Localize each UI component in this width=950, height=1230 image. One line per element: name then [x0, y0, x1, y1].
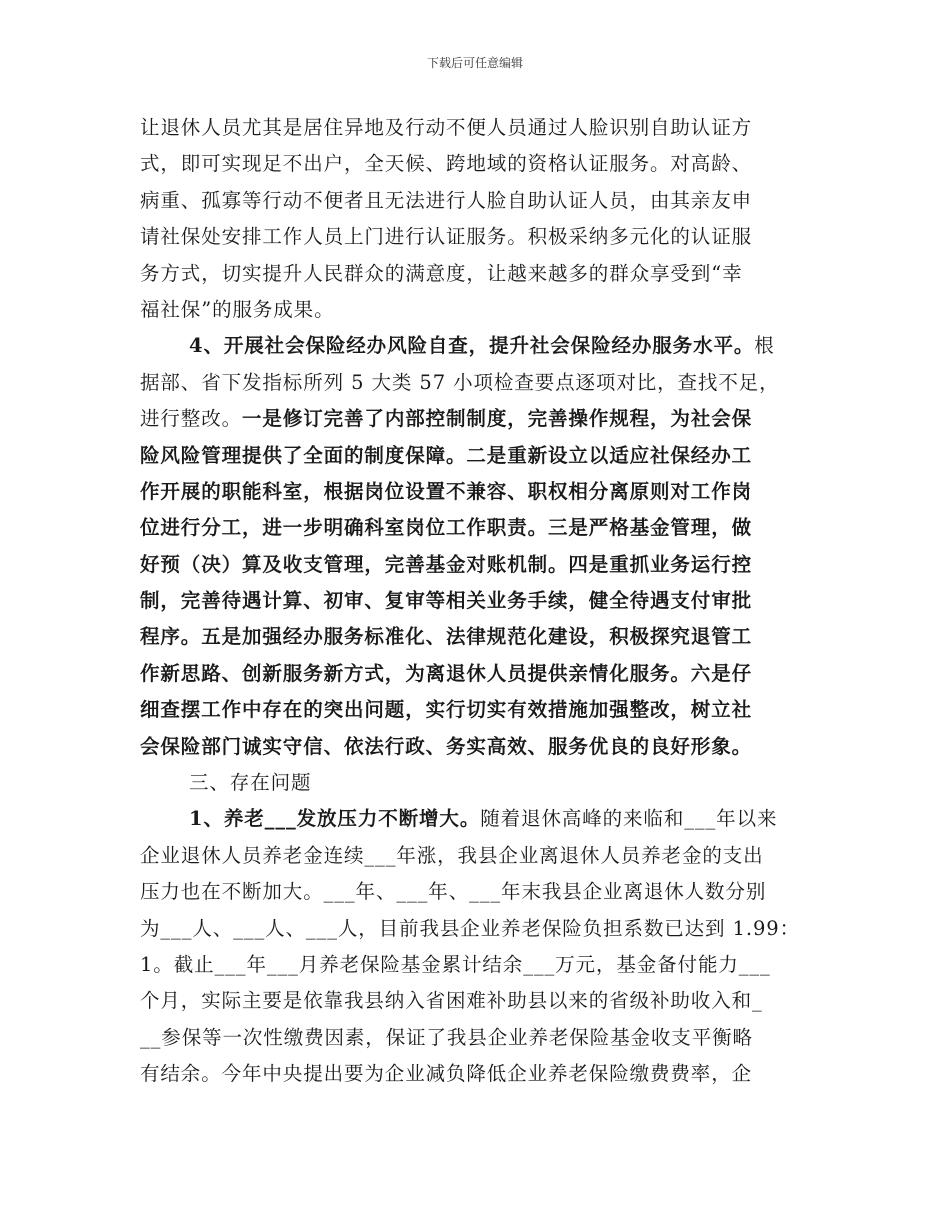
- text-line: [140, 619, 812, 655]
- bold-text-run: 细查摆工作中存在的突出问题，实行切实有效措施加强整改，树立社: [140, 698, 753, 722]
- bold-text-run: 好预（决）算及收支管理，完善基金对账机制。四是重抓业务运行控: [140, 552, 753, 576]
- text-run: 为___人、___人、___人，目前我县企业养老保险负担系数已达到 1.99：: [140, 916, 800, 940]
- text-line: [140, 256, 812, 292]
- text-run: 福社保”的服务成果。: [140, 297, 335, 321]
- text-line: [140, 146, 812, 182]
- bold-text-run: 一是修订完善了内部控制制度，完善操作规程，为社会保: [242, 407, 753, 431]
- text-line: [140, 438, 812, 474]
- text-run: 进行整改。: [140, 407, 243, 431]
- text-run: 有结余。今年中央提出要为企业减负降低企业养老保险缴费费率，企: [140, 1062, 753, 1086]
- text-line: [140, 838, 812, 874]
- text-run: 个月，实际主要是依靠我县纳入省困难补助县以来的省级补助收入和_: [140, 989, 763, 1013]
- text-line: [140, 110, 812, 146]
- bold-text-run: 作开展的职能科室，根据岗位设置不兼容、职权相分离原则对工作岗: [140, 479, 753, 503]
- text-run: 务方式，切实提升人民群众的满意度，让越来越多的群众享受到“幸: [140, 261, 743, 285]
- text-run: 随着退休高峰的来临和___年以来: [480, 807, 778, 831]
- text-line: [140, 983, 812, 1019]
- document-body: [140, 110, 812, 1093]
- text-line: [140, 328, 812, 364]
- text-line: [140, 1056, 812, 1092]
- text-run: 三、存在问题: [189, 771, 312, 795]
- bold-text-run: 位进行分工，进一步明确科室岗位工作职责。三是严格基金管理，做: [140, 516, 753, 540]
- text-run: 企业退休人员养老金连续___年涨，我县企业离退休人员养老金的支出: [140, 843, 764, 867]
- text-run: 让退休人员尤其是居住异地及行动不便人员通过人脸识别自助认证方: [140, 116, 753, 139]
- text-line: [140, 510, 812, 546]
- text-line: [140, 219, 812, 255]
- text-run: 压力也在不断加大。___年、___年、___年末我县企业离退休人数分别: [140, 880, 767, 904]
- text-line: [140, 801, 812, 837]
- text-line: [140, 874, 812, 910]
- text-line: [140, 911, 812, 947]
- text-line: [140, 1020, 812, 1056]
- text-line: [140, 947, 812, 983]
- text-line: [140, 401, 812, 437]
- text-run: __参保等一次性缴费因素，保证了我县企业养老保险基金收支平衡略: [140, 1025, 753, 1049]
- text-run: 根: [754, 334, 775, 358]
- text-run: 病重、孤寡等行动不便者且无法进行人脸自助认证人员，由其亲友申: [140, 188, 753, 212]
- bold-text-run: 4、开展社会保险经办风险自查，提升社会保险经办服务水平。: [189, 334, 755, 358]
- text-run: 式，即可实现足不出户，全天候、跨地域的资格认证服务。对高龄、: [140, 152, 753, 176]
- text-line: [140, 183, 812, 219]
- bold-text-run: 程序。五是加强经办服务标准化、法律规范化建设，积极探究退管工: [140, 625, 753, 649]
- bold-text-run: 制，完善待遇计算、初审、复审等相关业务手续，健全待遇支付审批: [140, 589, 753, 613]
- bold-text-run: 1、养老___发放压力不断增大。: [189, 807, 481, 831]
- text-line: [140, 474, 812, 510]
- text-line: [140, 583, 812, 619]
- text-line: [140, 729, 812, 765]
- bold-text-run: 会保险部门诚实守信、依法行政、务实高效、服务优良的良好形象。: [140, 734, 753, 758]
- bold-text-run: 险风险管理提供了全面的制度保障。二是重新设立以适应社保经办工: [140, 443, 753, 467]
- text-run: 据部、省下发指标所列 5 大类 57 小项检查要点逐项对比，查找不足，: [140, 370, 780, 394]
- text-line: [140, 547, 812, 583]
- text-run: 请社保处安排工作人员上门进行认证服务。积极采纳多元化的认证服: [140, 225, 753, 249]
- text-line: [140, 365, 812, 401]
- bold-text-run: 作新思路、创新服务新方式，为离退休人员提供亲情化服务。六是仔: [140, 661, 753, 685]
- text-run: 1。截止___年___月养老保险基金累计结余___万元，基金备付能力___: [140, 952, 771, 976]
- page-header: 下载后可任意编辑: [426, 56, 523, 70]
- text-line: [140, 292, 812, 328]
- text-line: [140, 692, 812, 728]
- text-line: [140, 656, 812, 692]
- text-line: [140, 765, 812, 801]
